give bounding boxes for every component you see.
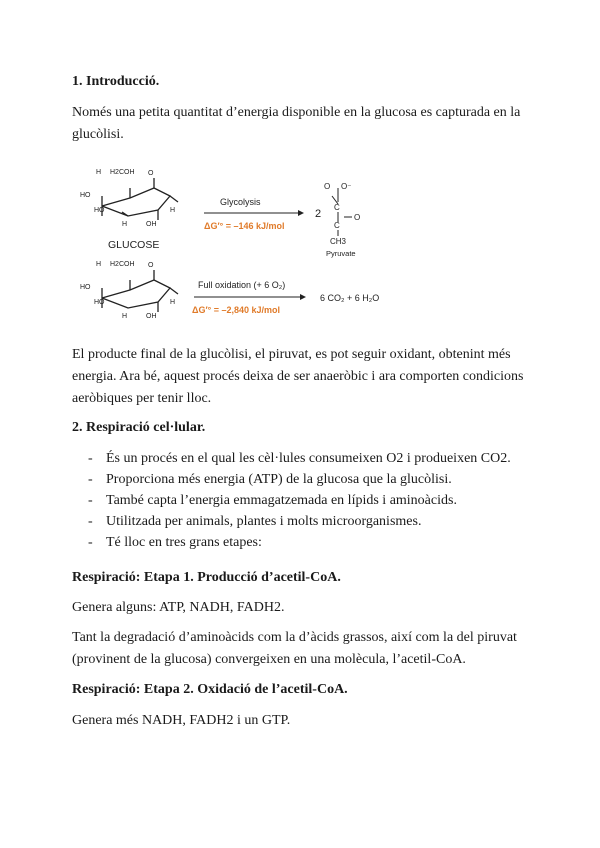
pyruvate-ominus-label: O⁻ xyxy=(341,182,352,191)
bullet-item xyxy=(72,511,532,532)
section2-heading: 2. Respiració cel·lular. xyxy=(72,420,206,435)
bullet-item xyxy=(72,490,532,511)
glucose2-ho-label-1: HO xyxy=(80,284,91,291)
pyruvate-o-label: O xyxy=(324,182,331,191)
pyruvate-coefficient: 2 xyxy=(315,208,322,220)
stage2-heading: Respiració: Etapa 2. Oxidació de l’acetil-CoA. xyxy=(72,682,348,697)
glucose2-h-label-2: H xyxy=(170,299,176,306)
glucose2-oh-label: OH xyxy=(146,313,157,320)
glucose-h-label-3: H xyxy=(122,221,128,228)
bullet-text: També capta l’energia emmagatzemada en lípids i aminoàcids. xyxy=(106,493,457,508)
pyruvate-label: Pyruvate xyxy=(326,249,356,258)
bullet-marker: - xyxy=(88,472,93,487)
bullet-marker: - xyxy=(88,514,93,529)
bullet-item xyxy=(72,469,532,490)
bullet-marker: - xyxy=(88,535,93,550)
bullet-marker: - xyxy=(88,493,93,508)
pyruvate-c1-label: C xyxy=(334,203,340,212)
para2-line-3: aeròbiques per tenir lloc. xyxy=(72,391,212,406)
stage1-text: Genera alguns: ATP, NADH, FADH2. xyxy=(72,600,285,615)
intro-line-2: glucòlisi. xyxy=(72,127,124,142)
glucose2-ho-label-2: HO xyxy=(94,299,105,306)
bullet-text: Proporciona més energia (ATP) de la glucosa que la glucòlisi. xyxy=(106,472,452,487)
glucose-oxidation-figure xyxy=(72,166,532,326)
pyruvate-o2-label: O xyxy=(354,213,361,222)
glucose-o-label: O xyxy=(148,170,154,177)
bullet-item xyxy=(72,532,532,553)
glucose-molecule-1 xyxy=(102,178,178,220)
glucose2-h-label-3: H xyxy=(122,313,128,320)
bullet-marker: - xyxy=(88,451,93,466)
bullet-text: Té lloc en tres grans etapes: xyxy=(106,535,262,550)
full-oxidation-delta-g: ΔG′° = –2,840 kJ/mol xyxy=(192,305,281,315)
pyruvate-c2-label: C xyxy=(334,221,340,230)
bullet-text: És un procés en el qual les cèl·lules consumeixen O2 i produeixen CO2. xyxy=(106,451,511,466)
glucose2-h-label: H xyxy=(96,261,102,268)
stage1-heading: Respiració: Etapa 1. Producció d’acetil-CoA. xyxy=(72,570,341,585)
glycolysis-arrowhead xyxy=(298,210,304,216)
pyruvate-ch3-label: CH3 xyxy=(330,237,347,246)
para2-line-2: energia. Ara bé, aquest procés deixa de ser anaeròbic i ara comporten condicions xyxy=(72,369,524,384)
glucose-h-label: H xyxy=(96,169,102,176)
glucose-h-label-2: H xyxy=(170,207,176,214)
glucose2-ch2oh-label: H2COH xyxy=(110,261,135,268)
intro-line-1: Només una petita quantitat d’energia disponible en la glucosa es capturada en la xyxy=(72,105,521,120)
respiration-bullet-list xyxy=(72,448,532,553)
glucose-molecule-2 xyxy=(102,270,178,312)
oxidation-products: 6 CO₂ + 6 H₂O xyxy=(320,293,380,303)
glucose-ho-label-2: HO xyxy=(94,207,105,214)
glucose-oh-label: OH xyxy=(146,221,157,228)
bullet-item xyxy=(72,448,532,469)
glucose-label: GLUCOSE xyxy=(108,239,160,251)
glucose-ch2oh-label: H2COH xyxy=(110,169,135,176)
section1-heading: 1. Introducció. xyxy=(72,74,160,89)
stage1-para-line-1: Tant la degradació d’aminoàcids com la d’àcids grassos, així com la del piruvat xyxy=(72,630,517,645)
glucose2-o-label: O xyxy=(148,262,154,269)
glucose-ho-label-1: HO xyxy=(80,192,91,199)
full-oxidation-arrowhead xyxy=(300,294,306,300)
glycolysis-delta-g: ΔG′° = –146 kJ/mol xyxy=(204,221,285,231)
bullet-text: Utilitzada per animals, plantes i molts microorganismes. xyxy=(106,514,422,529)
stage2-text: Genera més NADH, FADH2 i un GTP. xyxy=(72,713,291,728)
full-oxidation-label: Full oxidation (+ 6 O₂) xyxy=(198,280,286,290)
para2-line-1: El producte final de la glucòlisi, el piruvat, es pot seguir oxidant, obtenint més xyxy=(72,347,511,362)
glycolysis-label: Glycolysis xyxy=(220,197,261,207)
stage1-para-line-2: (provinent de la glucosa) convergeixen en una molècula, l’acetil-CoA. xyxy=(72,652,466,667)
